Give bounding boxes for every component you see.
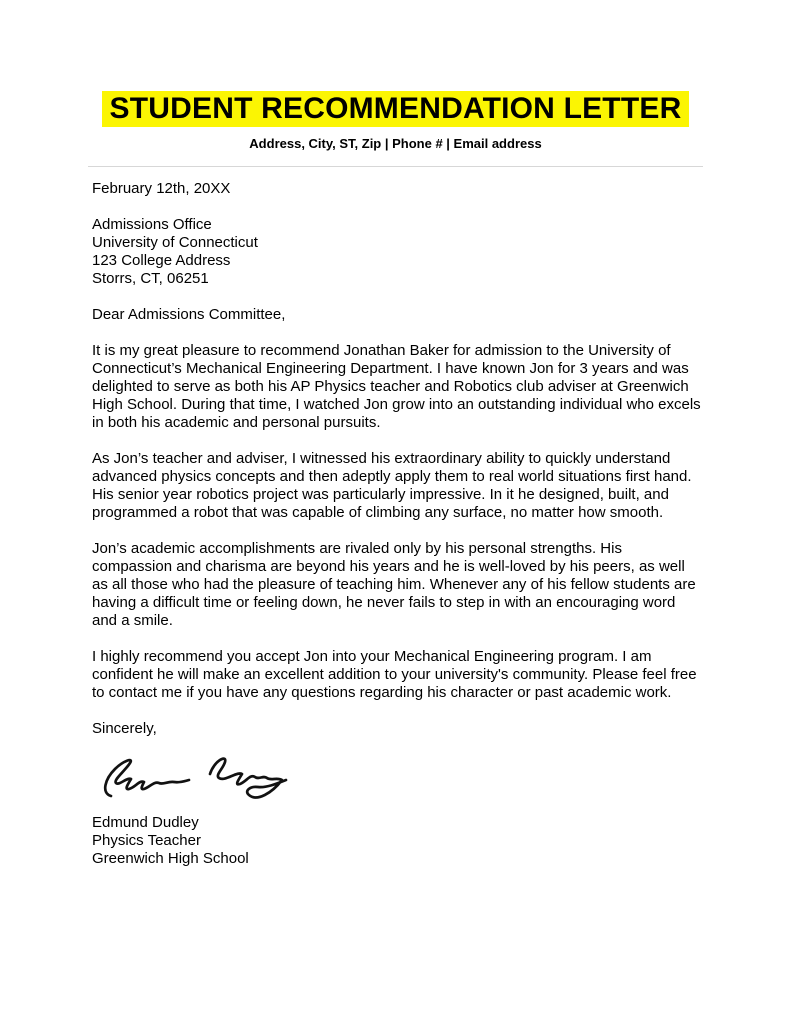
recipient-line: Storrs, CT, 06251 xyxy=(92,270,209,287)
recipient-line: University of Connecticut xyxy=(92,234,258,251)
body-paragraph: I highly recommend you accept Jon into your Mechanical Engineering program. I am confident he will make an excellent addition to your university's community. Please feel free to contact me if you have any questions regarding his character or past academic work. xyxy=(92,648,697,701)
contact-line: Address, City, ST, Zip | Phone # | Email address xyxy=(249,136,542,151)
body-paragraph: Jon’s academic accomplishments are rivaled only by his personal strengths. His compassion and charisma are beyond his years and he is well-loved by his peers, as well as all those who had the pleasure of teaching him. Whenever any of his fellow students are having a difficult time or feeling down, he never fails to step in with an encouraging word and a smile. xyxy=(92,540,696,629)
signer-school: Greenwich High School xyxy=(92,850,249,867)
closing: Sincerely, xyxy=(92,720,157,737)
recipient-line: 123 College Address xyxy=(92,252,231,269)
signer-name: Edmund Dudley xyxy=(92,814,199,831)
letter-date: February 12th, 20XX xyxy=(92,180,231,197)
body-paragraph: It is my great pleasure to recommend Jonathan Baker for admission to the University of Connecticut’s Mechanical Engineering Department. I have known Jon for 3 years and was delighted to serve as both his AP Physics teacher and Robotics club adviser at Greenwich High School. During that time, I watched Jon grow into an outstanding individual who excels in both his academic and personal pursuits. xyxy=(92,342,701,431)
signature-image xyxy=(98,750,701,808)
signer-title: Physics Teacher xyxy=(92,832,201,849)
signature-svg xyxy=(98,750,298,808)
salutation: Dear Admissions Committee, xyxy=(92,306,286,323)
letter-body xyxy=(0,167,791,908)
recipient-address-block xyxy=(92,216,701,288)
page-title xyxy=(0,92,791,126)
title-highlight: STUDENT RECOMMENDATION LETTER xyxy=(102,91,690,127)
body-paragraph: As Jon’s teacher and adviser, I witnessed his extraordinary ability to quickly understand advanced physics concepts and then adeptly apply them to real world situations first hand. His senior year robotics project was particularly impressive. In it he designed, built, and programmed a robot that was capable of climbing any surface, no matter how smooth. xyxy=(92,450,692,521)
signer-block xyxy=(92,814,701,868)
recipient-line: Admissions Office xyxy=(92,216,212,233)
letter-header xyxy=(0,0,791,167)
